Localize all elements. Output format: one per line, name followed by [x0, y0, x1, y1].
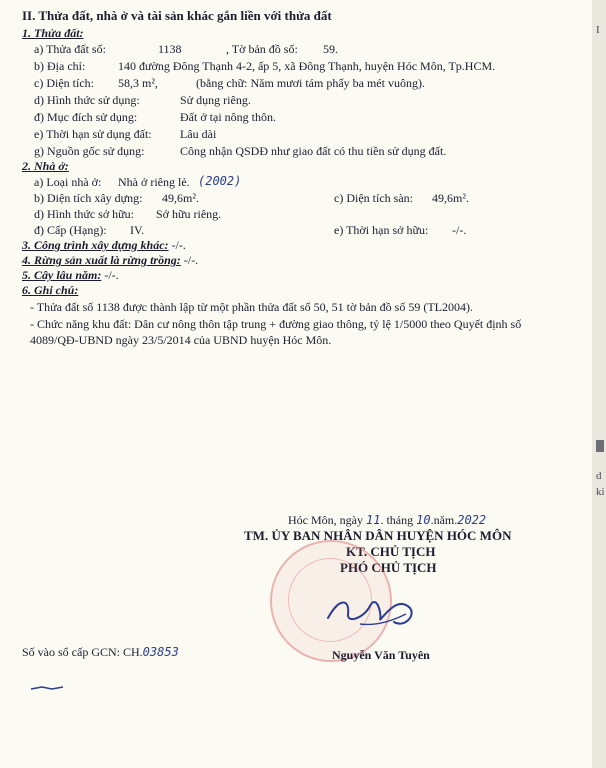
map-number: 59.	[323, 42, 338, 56]
use-form-label: d) Hình thức sử dụng:	[34, 93, 140, 107]
purpose-label: đ) Mục đích sử dụng:	[34, 110, 138, 124]
ownership-term-label: e) Thời hạn sở hữu:	[334, 223, 429, 237]
map-label: , Tờ bản đồ số:	[226, 42, 298, 56]
date-year-label: .năm.	[430, 513, 458, 527]
house-heading: 2. Nhà ở:	[22, 159, 69, 173]
signer-name: Nguyễn Văn Tuyên	[332, 648, 430, 662]
date-place: Hóc Môn, ngày	[288, 513, 363, 527]
date-day: 11	[366, 513, 381, 527]
adjacent-page-edge	[592, 0, 606, 768]
signer-role-2: PHÓ CHỦ TỊCH	[340, 560, 437, 575]
date-year: 2022	[457, 513, 487, 527]
signature	[320, 578, 430, 638]
origin-label: g) Nguồn gốc sử dụng:	[34, 144, 145, 158]
date-month: 10	[416, 513, 431, 527]
edge-mark	[596, 440, 604, 452]
land-heading: 1. Thửa đất:	[22, 26, 84, 40]
grade-label: đ) Cấp (Hạng):	[34, 223, 107, 237]
edge-text-top: I	[596, 24, 600, 36]
notes-heading: 6. Ghi chú:	[22, 283, 79, 297]
area-value: 58,3 m²,	[118, 76, 158, 90]
other-construction-label: 3. Công trình xây dựng khác:	[22, 238, 169, 252]
area-in-words: (bằng chữ: Năm mươi tám phẩy ba mét vuông).	[196, 76, 425, 90]
note-1: - Thửa đất số 1138 được thành lập từ một phần thửa đất số 50, 51 tờ bản đồ số 59 (TL2004).	[30, 300, 473, 314]
use-form-value: Sử dụng riêng.	[180, 93, 251, 107]
issue-date	[288, 513, 486, 527]
parcel-number: 1138	[158, 42, 182, 56]
purpose-value: Đất ở tại nông thôn.	[180, 110, 276, 124]
build-area-label: b) Diện tích xây dựng:	[34, 191, 143, 205]
ownership-term-value: -/-.	[452, 223, 467, 237]
origin-value: Công nhận QSDĐ như giao đất có thu tiền sử dụng đất.	[180, 144, 447, 158]
parcel-label: a) Thửa đất số:	[34, 42, 106, 56]
house-type-value: Nhà ở riêng lẻ.	[118, 175, 190, 189]
signer-role-1: KT. CHỦ TỊCH	[346, 544, 436, 559]
other-construction-value: -/-.	[171, 238, 186, 252]
floor-area-label: c) Diện tích sàn:	[334, 191, 413, 205]
planted-forest-label: 4. Rừng sản xuất là rừng trồng:	[22, 253, 181, 267]
issuing-authority: TM. ỦY BAN NHÂN DÂN HUYỆN HÓC MÔN	[244, 528, 512, 543]
term-label: e) Thời hạn sử dụng đất:	[34, 127, 152, 141]
note-2-line-2: 4089/QĐ-UBND ngày 23/5/2014 của UBND huyện Hóc Môn.	[30, 333, 332, 347]
build-area-value: 49,6m².	[162, 191, 199, 205]
house-year-note: (2002)	[198, 174, 242, 188]
planted-forest	[22, 253, 198, 267]
address-label: b) Địa chỉ:	[34, 59, 86, 73]
registry-label: Số vào sổ cấp GCN: CH.	[22, 645, 143, 659]
perennial-trees	[22, 268, 119, 282]
ownership-form-label: d) Hình thức sở hữu:	[34, 207, 135, 221]
pen-mark	[30, 684, 64, 692]
note-2-line-1: - Chức năng khu đất: Dân cư nông thôn tập trung + đường giao thông, tỷ lệ 1/5000 theo Quyết định số	[30, 317, 522, 331]
edge-text-mid-2: ki	[596, 486, 605, 498]
floor-area-value: 49,6m².	[432, 191, 469, 205]
registry-number	[22, 645, 179, 659]
area-label: c) Diện tích:	[34, 76, 94, 90]
perennial-trees-label: 5. Cây lâu năm:	[22, 268, 102, 282]
address-value: 140 đường Đông Thạnh 4-2, ấp 5, xã Đông Thạnh, huyện Hóc Môn, Tp.HCM.	[118, 59, 496, 73]
perennial-trees-value: -/-.	[104, 268, 119, 282]
date-month-label: . tháng	[380, 513, 414, 527]
house-type-label: a) Loại nhà ở:	[34, 175, 102, 189]
registry-value: 03853	[142, 645, 179, 659]
edge-text-mid-1: d	[596, 470, 602, 482]
other-construction	[22, 238, 186, 252]
section-title: II. Thửa đất, nhà ở và tài sản khác gắn liền với thửa đất	[22, 8, 332, 23]
planted-forest-value: -/-.	[183, 253, 199, 267]
grade-value: IV.	[130, 223, 145, 237]
term-value: Lâu dài	[180, 127, 217, 141]
ownership-form-value: Sở hữu riêng.	[156, 207, 222, 221]
